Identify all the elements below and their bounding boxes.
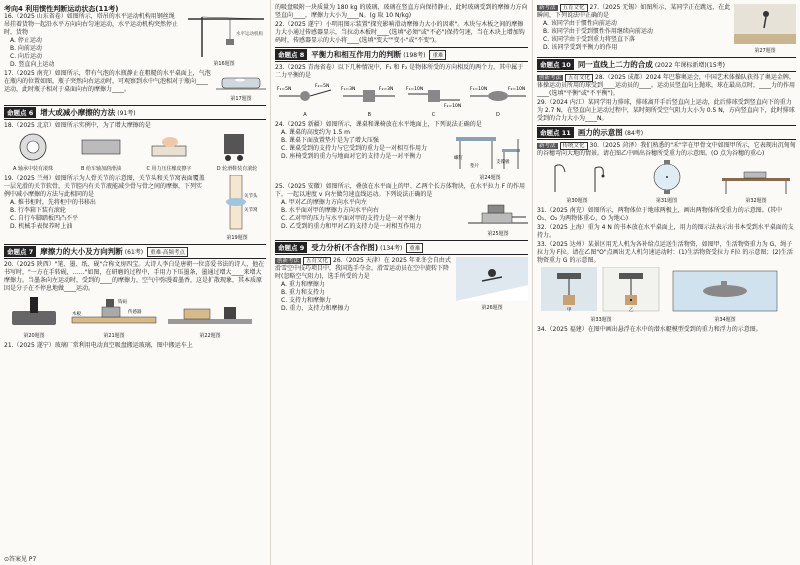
fig-18b: B 给车轴加润滑油 (72, 132, 130, 173)
grain-character-figure (537, 160, 617, 194)
question-22-text: 22.（2025 遂宁）小明用图示装置"探究影响滑动摩擦力大小的因素"。木块与木板之间的摩擦力大小通过传感器显示，当拉动木板时____(选填"必须"或"不必")保持匀速，当在木块上增加钩码时，传感器显示的大小将____(选填"变大""变小"或"不变")。 (275, 21, 525, 44)
tower-crane-figure (182, 13, 266, 57)
section-11 (537, 125, 796, 140)
option-a: A. 课桌的高度约为 1.5 m (281, 129, 351, 136)
book-on-table-figure (716, 160, 796, 194)
section-9-title: 受力分析(不含作图) (311, 243, 379, 252)
fig-18d: D 轮滑鞋装有滚轮 (208, 132, 266, 173)
section-8-title: 平衡力和相互作用力的判断 (311, 50, 402, 59)
option-d: D. 乙受到的重力和甲对乙的支持力是一对相互作用力 (281, 223, 422, 230)
svg-text:传感器: 传感器 (128, 310, 142, 315)
section-9-count: (134考) (380, 245, 403, 252)
question-19 (4, 175, 266, 242)
question-26-text: 26.（2025 天津）在 2025 年亚冬会自由式滑雪空中技巧项目中，我国选手夺金。滑雪运动员在空中旋转下降时(忽略空气阻力)，选手所受的力是 (275, 257, 451, 280)
stacked-blocks-figure (468, 199, 528, 227)
culture-badge: 五育文化 (560, 4, 588, 12)
section-7-badge: 重难·高频考点 (147, 247, 188, 257)
section-7-title: 摩擦力的大小及方向判断 (40, 247, 123, 256)
question-26 (275, 257, 528, 313)
question-25-text: 25.（2025 安徽）如图所示，叠放在水平面上的甲、乙两个长方体物块，在水平拉力 F 的作用下，一起以速度 v 向左做匀速直线运动。下列说法正确的是 (275, 183, 525, 198)
section-11-count: (84考) (624, 130, 644, 137)
question-20-figures: 第20题图 木板 钩码 传感器 第21题图 第22题图 (4, 295, 266, 340)
question-17-text: 17.（2025 南充）如图所示，带有气泡的水瓶静止在粗糙的水平桌面上，气泡在瓶内的位置如图，瓶子突然向右运动时，可观察到水中气泡相对于瓶向____运动，此时瓶子相对于桌面向右的摩擦力____。 (4, 70, 211, 93)
question-29-text: 29.（2024 内江）某同学用力排球，排球离开手后竖直向上运动，此后排球受到竖直向下的重力为 2.7 N，在竖直向上运动过程中，某时刻所受空气阻力大小为 0.5 N，方向竖直向下，此时排球受到的合力大小为____N。 (537, 99, 795, 122)
figure-19-caption: 第19题图 (226, 235, 248, 241)
option-b: B. 课桌下面放置垫片是为了增大压强 (281, 137, 379, 144)
svg-text:垫片: 垫片 (470, 164, 479, 169)
question-16 (4, 13, 266, 69)
new-method-badge: 新考法 (539, 143, 556, 149)
question-21b-text: 的吸盘吸附一块质量为 180 kg 的玻璃，玻璃在竖直方向保持静止，此时玻璃受到的摩擦力方向竖直向____，摩擦力大小为____N。(g 取 10 N/kg) (275, 4, 528, 19)
question-21 (4, 342, 266, 350)
section-9 (275, 240, 528, 255)
section-8-badge: 重难 (429, 50, 446, 60)
option-a: A. 推书柜时，先将柜中的书移出 (10, 199, 96, 206)
question-27 (537, 4, 796, 55)
question-16-text: 16.（2025 山东省卷）如图所示，塔吊的水平运动机构用钢丝绳吊挂着货物一起沿水平方向向右匀速运动，水平运动机构突然停止时，货物 (4, 13, 179, 36)
svg-text:螺钉: 螺钉 (454, 156, 463, 161)
crane-label: 水平运动机构 (236, 32, 263, 37)
figure-24-caption: 第24题图 (479, 175, 501, 181)
question-18 (4, 122, 266, 173)
question-30-text: 30.（2025 菏泽）我们熟悉的"禾"字在甲骨文中如图甲所示，它表现出沉甸甸的谷穗弯向大地的情景。请在图乙中画出谷穗所受重力的示意图。(O 点为谷穗的重心) (537, 142, 796, 157)
fig-18c: C 用力压住橡皮擦字 (140, 132, 198, 173)
question-24-text: 24.（2025 新疆）如图所示，课桌和课椅放在水平地面上，下列说法正确的是 (275, 121, 482, 128)
option-c: C. 自行车脚踏板凹凸不平 (10, 215, 79, 222)
section-11-title: 画力的示意图 (577, 128, 623, 137)
section-10-tag: 命题点 10 (537, 59, 574, 70)
new-method-badge: 创新考法 (539, 75, 562, 81)
question-31 (537, 207, 796, 223)
section-10-title: 同一直线上二力的合成 (577, 60, 653, 69)
section-7 (4, 244, 266, 259)
section-10 (537, 57, 796, 72)
figure-26-caption: 第26题图 (481, 305, 503, 311)
section-6-count: (91考) (117, 110, 136, 117)
drone-figure (537, 267, 665, 313)
friction-board-figure (68, 295, 160, 329)
svg-text:关节头: 关节头 (244, 194, 258, 199)
svg-text:F₂=5N: F₂=5N (315, 84, 330, 89)
option-c: C. 该同学由于受到重力将竖直下落 (543, 36, 636, 43)
svg-text:F₂=10N: F₂=10N (507, 87, 526, 92)
fig-18a: A 轴承中装有滚珠 (4, 132, 62, 173)
answer-reference: ⊙答案见 P7 (4, 556, 37, 563)
question-21-continued (275, 4, 528, 20)
question-28-text: 28.（2025 成都）2024 年巴黎奥运会，中国艺术体操队获得了奥运金牌。体操运动员所用的球受到____运动员的____。运动员竖直向上抛球，球在最高点时，____力的作用____(选填"平衡"或"不平衡")。 (537, 74, 796, 97)
section-8-tag: 命题点 8 (275, 49, 307, 60)
figure-16-caption: 第16题图 (213, 61, 235, 67)
sensor-setup-figure (164, 295, 256, 329)
desk-chair-figure (452, 129, 528, 171)
option-d: D. 竖直向上运动 (10, 61, 55, 68)
figure-27-caption: 第27题图 (754, 48, 776, 54)
option-d: D. 重力、支持力和摩擦力 (281, 305, 350, 312)
question-23-figures: F₁=5N F₂=5N A F₁=3N F₂=3N B F₁=10N F₂=10N C F₁=10N F₂=10N D (275, 82, 528, 119)
question-29 (537, 99, 796, 123)
new-method-badge: 新考法 (539, 5, 556, 11)
svg-text:F₁=10N: F₁=10N (469, 87, 488, 92)
question-32 (537, 224, 796, 240)
section-6 (4, 105, 266, 120)
question-34 (537, 326, 796, 334)
svg-text:木板: 木板 (72, 312, 81, 317)
submarine-figure (669, 267, 781, 313)
option-c: C. 课桌受到的支持力与它受到的重力是一对相互作用力 (281, 145, 428, 152)
section-9-tag: 命题点 9 (275, 242, 307, 253)
option-a: A. 停止运动 (10, 37, 42, 44)
question-23-text: 23.（2025 青海省卷）以下几种情况中，F₁ 和 F₂ 是物体所受的方向相反的两个力，其中属于二力平衡的是 (275, 64, 524, 79)
svg-text:甲: 甲 (567, 308, 572, 313)
question-23 (275, 64, 528, 119)
option-b: B. 水平面对甲的摩擦力方向水平向右 (281, 207, 379, 214)
svg-text:钩码: 钩码 (118, 300, 127, 305)
question-33-text: 33.（2025 达州）某景区用无人机为各补给点运送生活物资，如图甲，生活物资重力为 G，绳子拉力为 F拉。请在乙图"O"点画出无人机匀速运动时：(1)生活物资受拉力 F拉 的示意图；(2)生活物资重力 G 的示意图。 (537, 241, 793, 264)
svg-text:F₂=10N: F₂=10N (443, 104, 461, 108)
question-17 (4, 70, 266, 103)
topic-header: 考向4 利用惯性判断运动状态(11考) (4, 5, 119, 13)
culture-badge: 传统文化 (560, 142, 588, 150)
question-24 (275, 121, 528, 182)
question-18-text: 18.（2025 北京）如图所示实例中，为了增大摩擦的是 (4, 122, 151, 129)
question-18-figures (4, 132, 266, 173)
culture-badge: 五育文化 (303, 257, 331, 265)
option-d: D. 该同学受到平衡力的作用 (543, 44, 618, 51)
force-diagram-b (339, 82, 399, 108)
option-a: A. 甲对乙的摩擦力方向水平向左 (281, 199, 367, 206)
figure-17-caption: 第17题图 (230, 96, 252, 102)
section-6-title: 增大或减小摩擦的方法 (40, 108, 116, 117)
section-8 (275, 47, 528, 62)
knee-joint-figure (208, 175, 266, 231)
svg-text:F₁=5N: F₁=5N (277, 87, 292, 92)
option-c: C. 乙对甲的压力与水平面对甲的支持力是一对平衡力 (281, 215, 422, 222)
question-30-32-figures: 第30题图 第31题图 第32题图 (537, 160, 796, 205)
option-d: D. 机械手表保养时上油 (10, 223, 73, 230)
question-19-text: 19.（2025 兰州）如图所示为人骨关节的示意图，关节头和关节窝表面覆盖一层光滑的关节软骨，关节腔内有关节液能减少骨与骨之间的摩擦，下列实例中减小摩擦的方法与此相同的是 (4, 175, 205, 198)
section-11-tag: 命题点 11 (537, 127, 574, 138)
question-25 (275, 183, 528, 238)
column-left (0, 0, 270, 565)
svg-text:F₁=3N: F₁=3N (341, 87, 356, 92)
question-20-text: 20.（2025 陕西）"笔、墨、纸、砚"合称文房四宝。大诗人李白是唐朝一位喜爱书法的诗人，他在书写时，"一方在手转砚，……"如图，在研磨的过程中，手用力下压墨条，墨通过增大____来增大摩擦力。当墨条向左运动时，受到的____的摩擦力，空气中弥漫着墨香，这是扩散现象，其本质原因是分子在不停息地做____运动。 (4, 261, 265, 292)
section-10-count: (2022 年课标新增)(15考) (654, 62, 725, 69)
question-32-text: 32.（2025 上海）重为 4 N 的书本放在水平桌面上，用力的图示法表示出书本受到水平桌面的支持力。 (537, 224, 794, 239)
section-7-tag: 命题点 7 (4, 246, 36, 257)
question-20 (4, 261, 266, 340)
option-b: B. 重力和支持力 (281, 289, 325, 296)
section-6-tag: 命题点 6 (4, 107, 36, 118)
svg-text:关节窝: 关节窝 (244, 208, 258, 213)
svg-text:F₂=3N: F₂=3N (379, 87, 394, 92)
question-28 (537, 74, 796, 98)
option-b: B. 行李箱下装有滚轮 (10, 207, 66, 214)
option-c: C. 支持力和摩擦力 (281, 297, 332, 304)
question-22 (275, 21, 528, 45)
question-33 (537, 241, 796, 324)
question-33-34-figures: 甲 乙 第33题图 第34题图 (537, 267, 796, 324)
skier-photo (456, 257, 528, 301)
svg-text:乙: 乙 (629, 308, 634, 313)
option-b: B. 该同学由于受到惯性作用继续向前运动 (543, 28, 653, 35)
long-jump-photo (734, 4, 796, 44)
question-21-text: 21.（2025 遂宁）玻璃厂常利用电动真空吸盘搬运玻璃，图中搬运车上 (4, 342, 193, 349)
new-method-badge: 创新考法 (277, 258, 300, 264)
option-c: C. 向后运动 (10, 53, 43, 60)
section-9-badge: 重难 (406, 243, 423, 253)
question-34-text: 34.（2025 福建）在图中画出悬浮在水中的潜水艇模型受到的重力和浮力的示意图。 (537, 326, 762, 333)
question-27-text: 27.（2025 无锡）如图所示，某同学正在跳远，在此瞬间，下列说法中正确的是 (537, 4, 731, 19)
culture-badge: 五育文化 (565, 74, 593, 82)
option-a: A. 重力和摩擦力 (281, 281, 325, 288)
section-8-count: (198考) (403, 52, 426, 59)
question-30 (537, 142, 796, 205)
column-right (532, 0, 800, 565)
svg-text:F₁=10N: F₁=10N (405, 87, 423, 92)
inkstone-figure (4, 295, 64, 329)
section-7-count: (61考) (124, 249, 144, 256)
question-31-text: 31.（2025 南充）如图所示，两物体位于地球两极上，画出两物体所受重力的示意图。(其中 O₁、O₂ 为两物体重心，O 为地心) (537, 207, 783, 222)
force-diagram-d (468, 82, 528, 108)
option-b: B. 向前运动 (10, 45, 42, 52)
force-diagram-c (404, 82, 464, 108)
option-d: D. 座椅受到的重力与地面对它的支持力是一对平衡力 (281, 153, 422, 160)
svg-text:支撑板: 支撑板 (496, 160, 510, 165)
figure-25-caption: 第25题图 (487, 231, 509, 237)
column-middle (270, 0, 532, 565)
bottle-figure (216, 70, 266, 92)
force-diagram-a (275, 82, 335, 108)
option-a: A. 该同学由于惯性向前运动 (543, 20, 617, 27)
earth-figure (632, 160, 702, 194)
